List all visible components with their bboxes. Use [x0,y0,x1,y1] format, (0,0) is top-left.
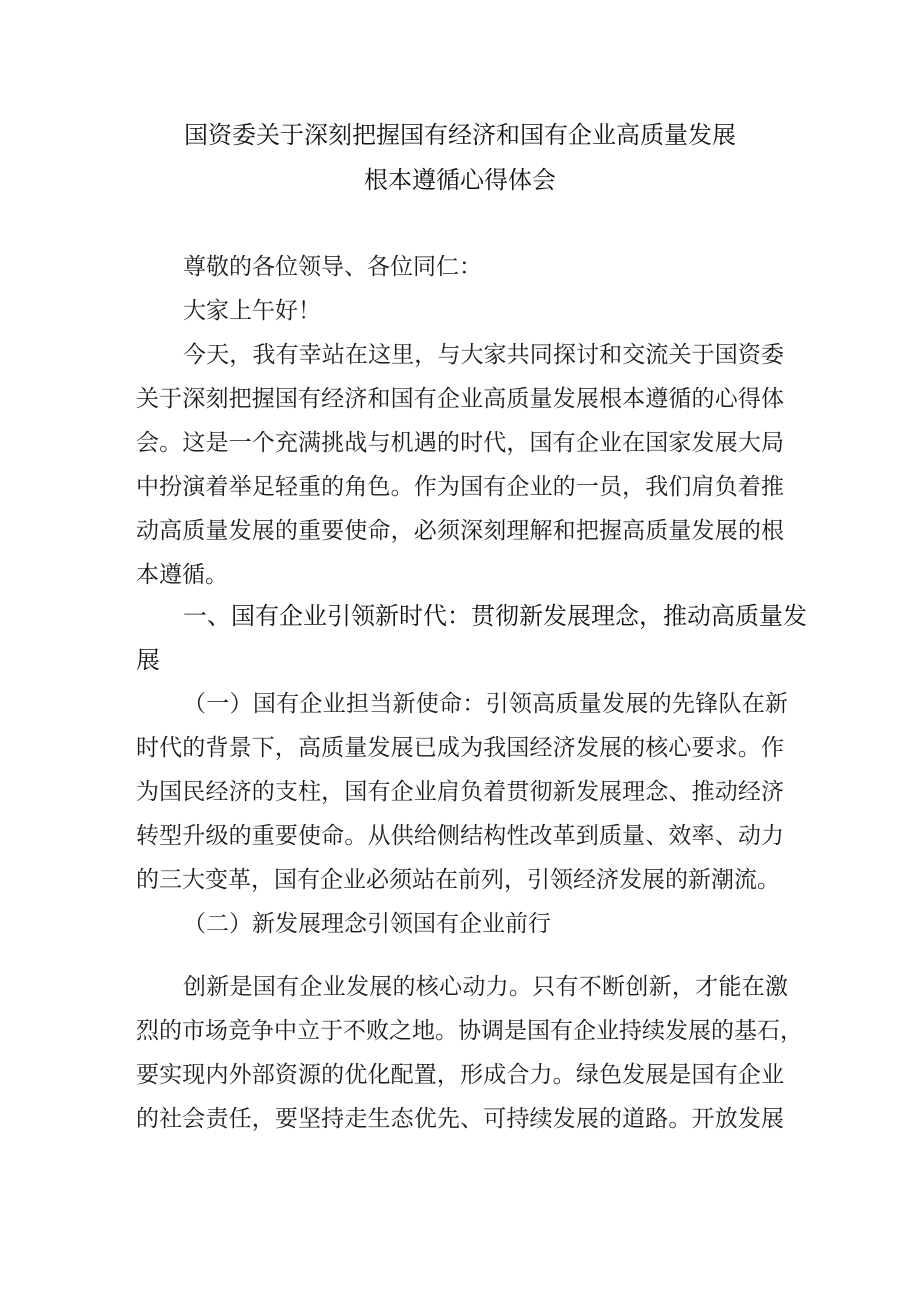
intro-line: 会。这是一个充满挑战与机遇的时代，国有企业在国家发展大局 [136,430,784,456]
section-heading: 展 [136,646,160,674]
section-heading: 一、国有企业引领新时代：贯彻新发展理念，推动高质量发 [183,602,807,630]
paragraph-line: 的社会责任，要坚持走生态优先、可持续发展的道路。开放发展 [136,1106,784,1132]
intro-line: 今天，我有幸站在这里，与大家共同探讨和交流关于国资委 [183,342,784,368]
intro-line: 关于深刻把握国有经济和国有企业高质量发展根本遵循的心得体 [136,386,784,412]
greeting: 大家上午好！ [183,298,321,324]
salutation: 尊敬的各位领导、各位同仁： [183,254,482,280]
subsection-line: 时代的背景下，高质量发展已成为我国经济发展的核心要求。作 [136,735,784,761]
subsection-line: （一）国有企业担当新使命：引领高质量发展的先锋队在新 [183,691,788,717]
intro-line: 本遵循。 [136,562,228,588]
paragraph-line: 创新是国有企业发展的核心动力。只有不断创新，才能在激 [183,974,788,1000]
subsection-line: 为国民经济的支柱，国有企业肩负着贯彻新发展理念、推动经济 [136,779,784,805]
intro-line: 中扮演着举足轻重的角色。作为国有企业的一员，我们肩负着推 [136,474,784,500]
document-title-line-1: 国资委关于深刻把握国有经济和国有企业高质量发展 [184,121,736,149]
intro-line: 动高质量发展的重要使命，必须深刻理解和把握高质量发展的根 [136,518,784,544]
subsection-line: 的三大变革，国有企业必须站在前列，引领经济发展的新潮流。 [136,867,780,893]
paragraph-line: 烈的市场竞争中立于不败之地。协调是国有企业持续发展的基石， [136,1018,803,1044]
document-title-line-2: 根本遵循心得体会 [364,166,556,194]
paragraph-line: 要实现内外部资源的优化配置，形成合力。绿色发展是国有企业 [136,1062,784,1088]
subsection-line: 转型升级的重要使命。从供给侧结构性改革到质量、效率、动力 [136,823,784,849]
subsection-heading: （二）新发展理念引领国有企业前行 [183,911,551,937]
